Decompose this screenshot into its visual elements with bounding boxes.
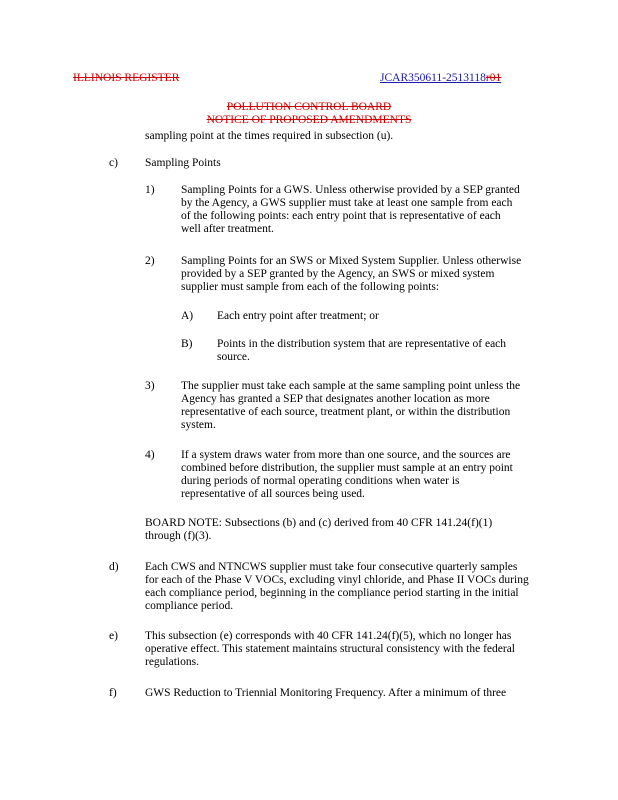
item-4-label: 4) — [145, 449, 155, 461]
text-line: supplier must sample from each of the following points: — [181, 281, 440, 293]
item-4-text — [181, 449, 513, 501]
text-line: GWS Reduction to Triennial Monitoring Frequency. After a minimum of three — [145, 687, 507, 699]
text-line: through (f)(3). — [145, 530, 212, 542]
text-line: representative of each source, treatment plant, or within the distribution — [181, 406, 511, 418]
text-line: of the following points: each entry point that is representative of each — [181, 210, 501, 222]
text-line: for each of the Phase V VOCs, excluding vinyl chloride, and Phase II VOCs during — [145, 574, 529, 586]
text-line: representative of all sources being used. — [181, 488, 365, 500]
text-line: This subsection (e) corresponds with 40 CFR 141.24(f)(5), which no longer has — [145, 630, 512, 642]
text-line: If a system draws water from more than one source, and the sources are — [181, 449, 511, 461]
text-line: Each CWS and NTNCWS supplier must take four consecutive quarterly samples — [145, 561, 518, 573]
item-2-label: 2) — [145, 255, 155, 267]
text-line: BOARD NOTE: Subsections (b) and (c) derived from 40 CFR 141.24(f)(1) — [145, 517, 493, 529]
text-line: source. — [217, 351, 250, 363]
text-line: Points in the distribution system that are representative of each — [217, 338, 507, 350]
text-line: by the Agency, a GWS supplier must take at least one sample from each — [181, 197, 513, 209]
intro-line: sampling point at the times required in subsection (u). — [145, 130, 394, 142]
text-line: The supplier must take each sample at the same sampling point unless the — [181, 380, 521, 392]
subsection-c-label: c) — [109, 157, 118, 169]
item-b-label: B) — [181, 338, 193, 350]
board-note — [145, 517, 492, 543]
item-b-text — [217, 338, 506, 364]
item-3-label: 3) — [145, 380, 155, 392]
text-line: combined before distribution, the supplier must sample at an entry point — [181, 462, 513, 474]
item-1-label: 1) — [145, 184, 155, 196]
text-line: system. — [181, 419, 216, 431]
jcar-code-rev: r01 — [485, 72, 502, 84]
subsection-c-heading: Sampling Points — [145, 157, 221, 169]
item-3-text — [181, 380, 520, 432]
notice-subtitle: NOTICE OF PROPOSED AMENDMENTS — [206, 114, 412, 126]
text-line: compliance period. — [145, 600, 234, 612]
item-a-text — [217, 310, 379, 323]
text-line: during periods of normal operating conditions when water is — [181, 475, 460, 487]
subsection-f-text — [145, 687, 506, 700]
jcar-code — [380, 72, 501, 84]
item-a-label: A) — [181, 310, 194, 322]
item-1-text — [181, 184, 520, 236]
text-line: Agency has granted a SEP that designates another location as more — [181, 393, 490, 405]
register-header: ILLINOIS REGISTER — [73, 72, 180, 84]
subsection-e-text — [145, 630, 515, 669]
text-line: Sampling Points for a GWS. Unless otherwise provided by a SEP granted — [181, 184, 520, 196]
subsection-f-label: f) — [109, 687, 117, 699]
text-line: regulations. — [145, 656, 199, 668]
subsection-d-text — [145, 561, 529, 613]
jcar-code-main: JCAR350611-2513118 — [380, 72, 486, 84]
text-line: provided by a SEP granted by the Agency, an SWS or mixed system — [181, 268, 495, 280]
subsection-d-label: d) — [109, 561, 119, 573]
text-line: Sampling Points for an SWS or Mixed System Supplier. Unless otherwise — [181, 255, 522, 267]
text-line: Each entry point after treatment; or — [217, 310, 379, 322]
text-line: operative effect. This statement maintains structural consistency with the federal — [145, 643, 516, 655]
item-2-text — [181, 255, 521, 294]
subsection-e-label: e) — [109, 630, 118, 642]
text-line: each compliance period, beginning in the compliance period starting in the initial — [145, 587, 519, 599]
text-line: well after treatment. — [181, 223, 274, 235]
board-title: POLLUTION CONTROL BOARD — [226, 101, 392, 113]
